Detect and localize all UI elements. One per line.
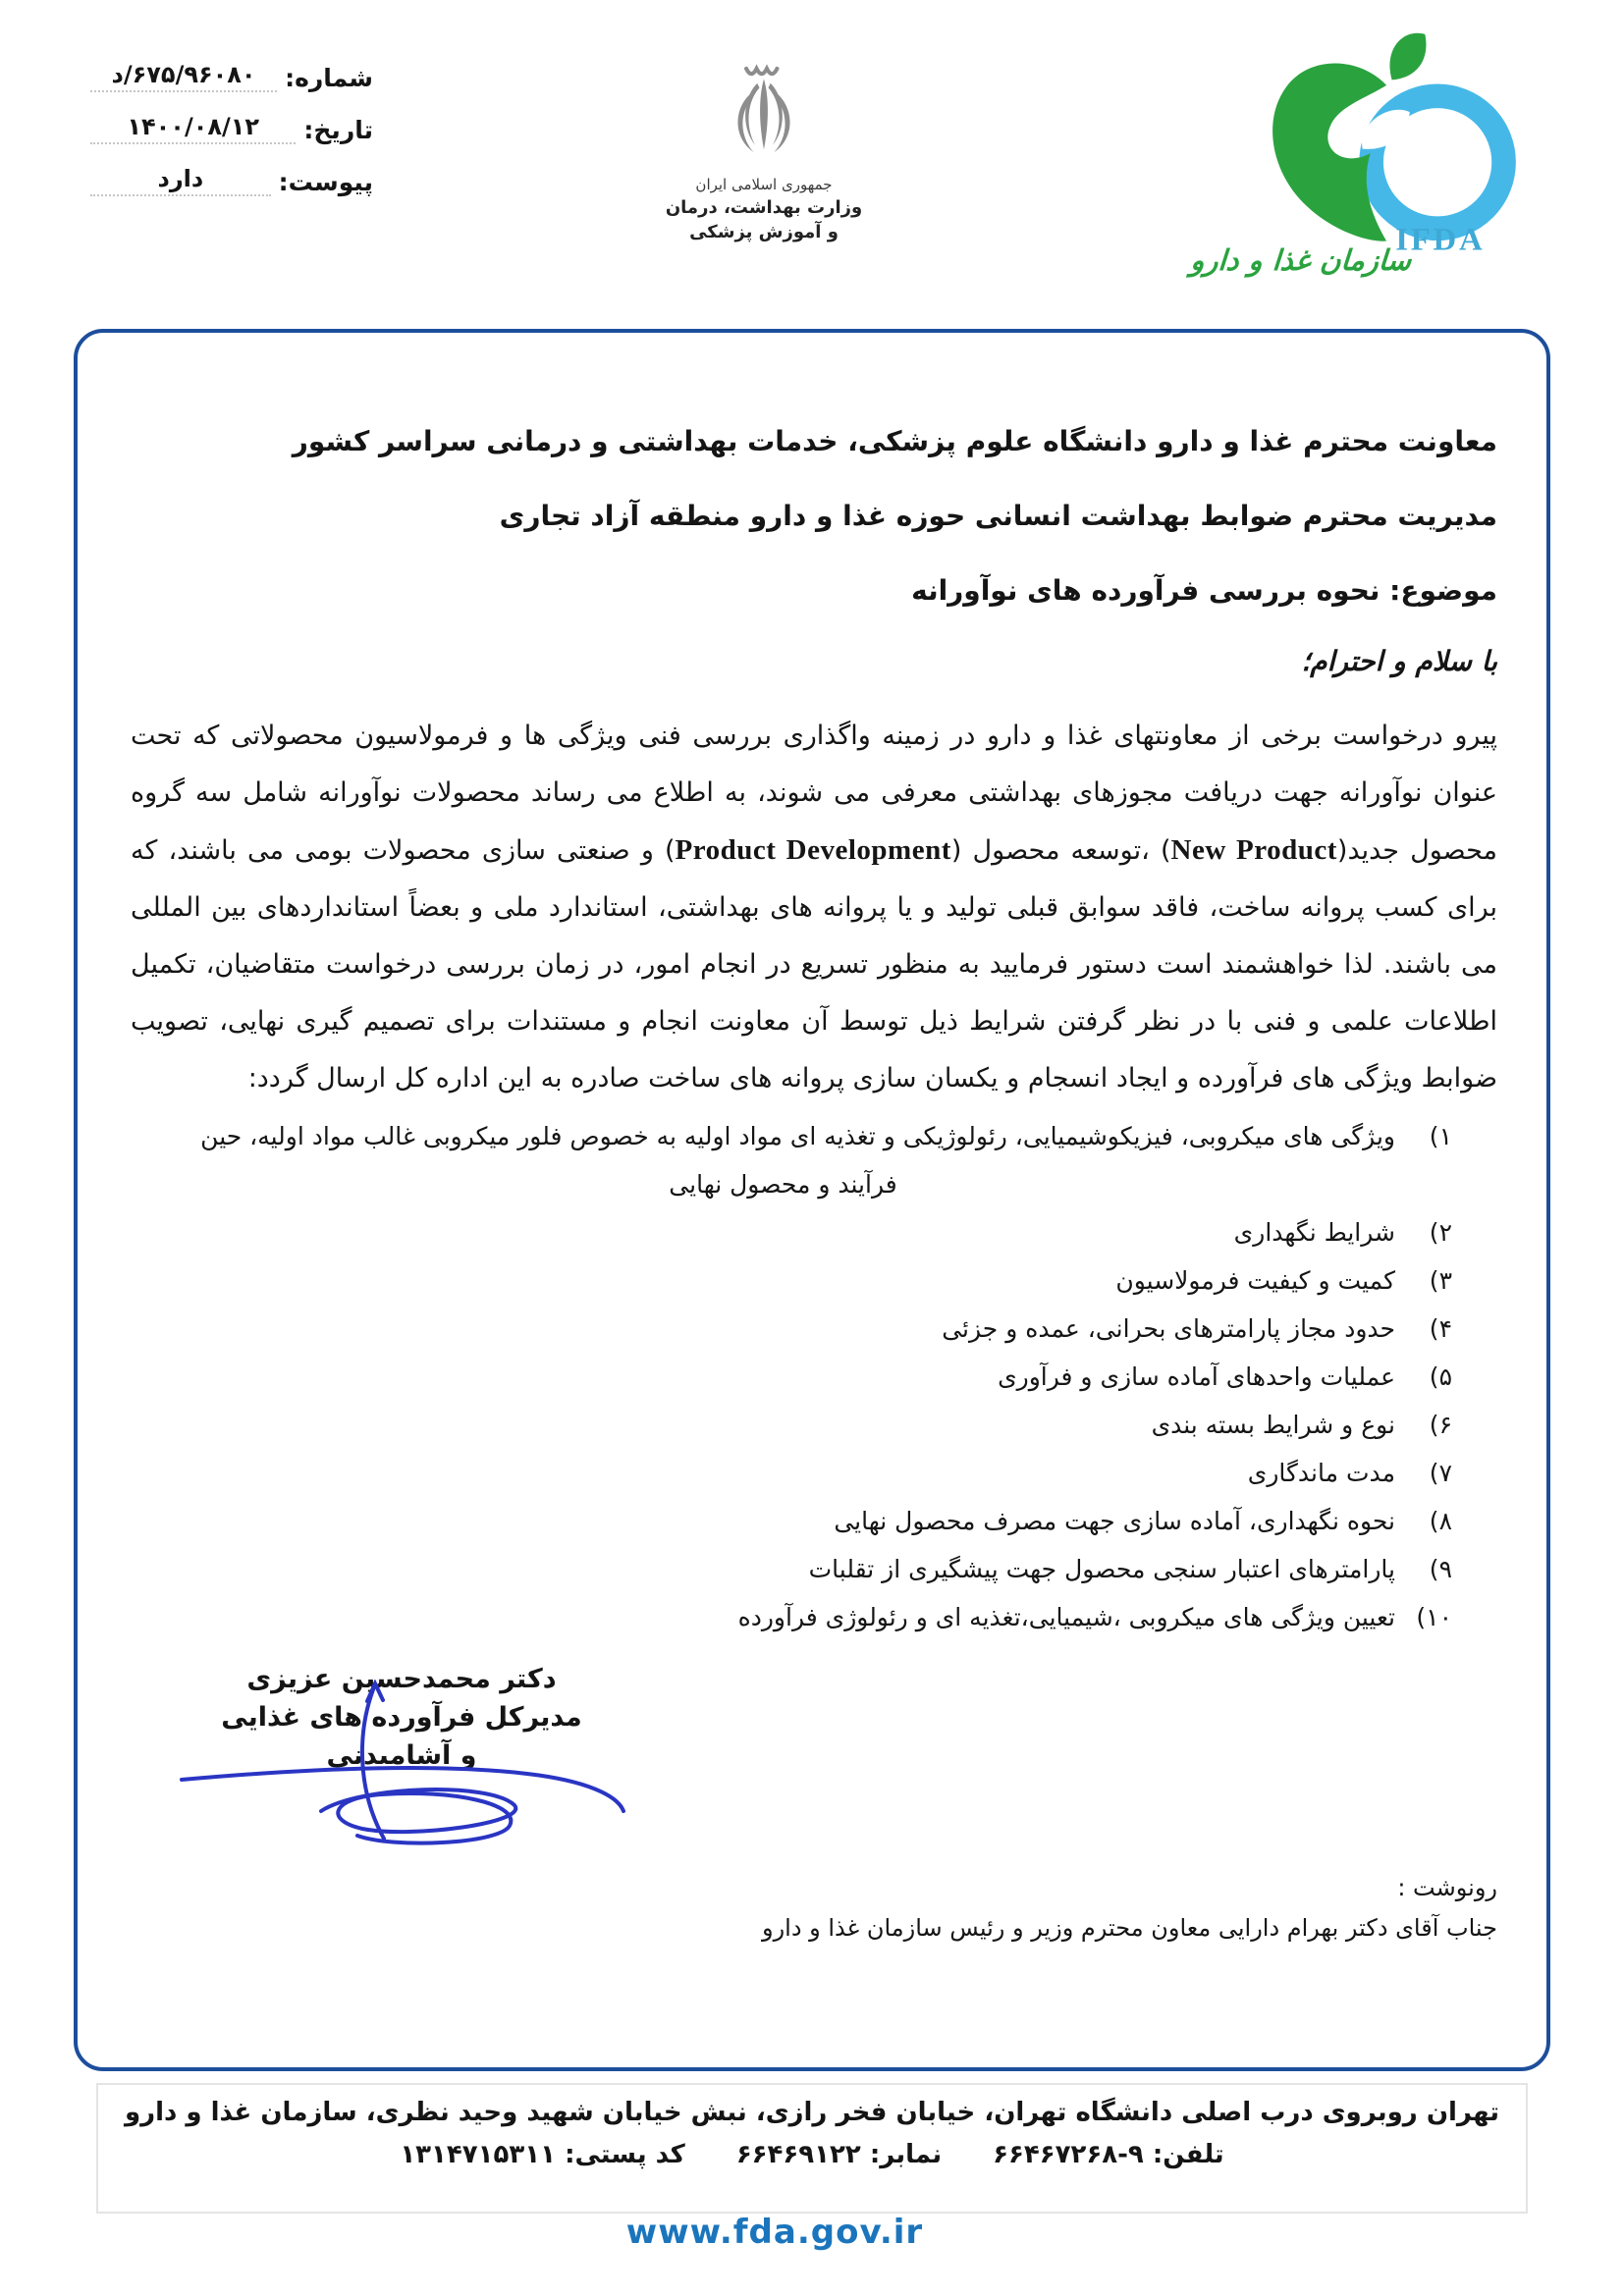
postal-label: کد پستی:	[565, 2140, 685, 2169]
list-item-text-line2: فرآیند و محصول نهایی	[669, 1170, 897, 1199]
postal-pair	[400, 2140, 685, 2169]
number-label: شماره:	[285, 64, 373, 92]
paragraph-part-3: ) و صنعتی سازی محصولات بومی می باشند، که برای کسب پروانه ساخت، فاقد سوابق قبلی تولید و یا پروانه های بهداشتی، استاندارد ملی و بعضاً استانداردهای بین المللی می باشند. لذا خواهشمند است دستور فرمایید به منظور تسریع در انجام امور، در زمان بررسی درخواست متقاضیان، تکمیل اطلاعات علمی و فنی با در نظر گرفتن شرایط ذیل توسط آن معاونت انجام و مستندات برای تصمیم گیری نهایی، تصویب ضوابط ویژگی های فرآورده و ایجاد انسجام و یکسان سازی پروانه های ساخت صادره به این اداره کل ارسال گردد:	[131, 835, 1497, 1094]
list-item-number: ۶)	[1429, 1411, 1452, 1439]
signer-name: دکتر محمدحسین عزیزی	[246, 1664, 557, 1694]
list-item	[171, 1497, 1452, 1545]
english-term-product-development: Product Development	[675, 834, 951, 866]
signer-title-line2: و آشامیدنی	[326, 1740, 477, 1771]
list-item-text: حدود مجاز پارامترهای بحرانی، عمده و جزئی	[942, 1314, 1395, 1343]
attachment-label: پیوست:	[278, 168, 373, 196]
letter-paragraph	[131, 708, 1497, 1107]
footer-box	[96, 2083, 1528, 2214]
postal-value: ۱۳۱۴۷۱۵۳۱۱	[400, 2140, 557, 2169]
list-item-text	[171, 1112, 1395, 1208]
government-header	[654, 57, 874, 244]
list-item	[171, 1401, 1452, 1449]
cc-block	[127, 1868, 1497, 1949]
phone-label: تلفن:	[1152, 2140, 1224, 2169]
signature-block	[203, 1660, 600, 1775]
reference-fields	[90, 55, 373, 211]
list-item-text: نوع و شرایط بسته بندی	[1151, 1411, 1395, 1439]
list-item-text-line1: ویژگی های میکروبی، فیزیکوشیمیایی، رئولوژیکی و تغذیه ای مواد اولیه به خصوص فلور میکروبی غالب مواد اولیه، حین	[200, 1122, 1395, 1150]
ministry-line-2: و آموزش پزشکی	[689, 222, 839, 243]
fax-label: نمابر:	[869, 2140, 943, 2169]
fax-value: ۶۶۴۶۹۱۲۲	[735, 2140, 861, 2169]
list-item-number: ۱)	[1429, 1122, 1452, 1150]
country-name: جمهوری اسلامی ایران	[695, 176, 833, 193]
requirements-list	[171, 1112, 1452, 1641]
list-item	[171, 1353, 1452, 1401]
letter-body-frame	[74, 329, 1550, 2071]
list-item	[171, 1208, 1452, 1256]
list-item	[171, 1593, 1452, 1641]
list-item	[171, 1545, 1452, 1593]
footer-contact-line	[98, 2140, 1526, 2169]
list-item-number: ۳)	[1429, 1266, 1452, 1295]
list-item-number: ۸)	[1429, 1507, 1452, 1535]
attachment-value: دارد	[90, 159, 271, 196]
salutation: با سلام و احترام؛	[1301, 645, 1497, 677]
cc-label: رونوشت :	[1397, 1874, 1497, 1901]
signer-title-line1: مدیرکل فرآورده های غذایی	[221, 1702, 582, 1733]
date-row	[90, 107, 373, 144]
list-item-text: شرایط نگهداری	[1233, 1218, 1395, 1247]
website-url: www.fda.gov.ir	[625, 2213, 924, 2252]
date-value: ۱۴۰۰/۰۸/۱۲	[90, 107, 296, 144]
list-item-text: عملیات واحدهای آماده سازی و فرآوری	[998, 1362, 1395, 1391]
number-value: ۶۷۵/۹۶۰۸۰/د	[90, 55, 277, 92]
ifda-logo	[1225, 29, 1530, 270]
list-item-number: ۵)	[1429, 1362, 1452, 1391]
paragraph-part-2: ) ،توسعه محصول (	[950, 835, 1171, 866]
date-label: تاریخ:	[303, 116, 373, 144]
phone-value: ۹-۶۶۴۶۷۲۶۸	[993, 2140, 1144, 2169]
list-item-text: تعیین ویژگی های میکروبی ،شیمیایی،تغذیه ای و رئولوژی فرآورده	[737, 1603, 1395, 1631]
list-item-number: ۹)	[1429, 1555, 1452, 1583]
list-item-number: ۱۰)	[1416, 1603, 1452, 1631]
list-item-text: کمیت و کیفیت فرمولاسیون	[1115, 1266, 1395, 1295]
english-term-new-product: New Product	[1170, 834, 1337, 866]
list-item	[171, 1449, 1452, 1497]
paragraph-part-1: پیرو درخواست برخی از معاونتهای غذا و دارو در زمینه واگذاری بررسی فنی ویژگی ها و فرمولاسیون محصولاتی که تحت عنوان نوآورانه جهت دریافت مجوزهای بهداشتی معرفی می شوند، به اطلاع می رساند محصولات نوآورانه شامل سه گروه محصول جدید(	[131, 721, 1497, 866]
list-item	[171, 1112, 1452, 1208]
fax-pair	[736, 2140, 942, 2169]
list-item	[171, 1256, 1452, 1305]
phone-pair	[993, 2140, 1224, 2169]
recipient-line-2: مدیریت محترم ضوابط بهداشت انسانی حوزه غذا و دارو منطقه آزاد تجاری	[499, 500, 1497, 532]
ifda-org-name: سازمان غذا و دارو	[1189, 243, 1413, 277]
ministry-line-1: وزارت بهداشت، درمان	[665, 197, 863, 218]
cc-line: جناب آقای دکتر بهرام دارایی معاون محترم وزیر و رئیس سازمان غذا و دارو	[761, 1914, 1497, 1942]
attachment-row	[90, 159, 373, 196]
subject-line: موضوع: نحوه بررسی فرآورده های نوآورانه	[911, 574, 1497, 607]
ministry-name	[654, 195, 874, 244]
list-item	[171, 1305, 1452, 1353]
list-item-number: ۷)	[1429, 1459, 1452, 1487]
list-item-text: نحوه نگهداری، آماده سازی جهت مصرف محصول نهایی	[834, 1507, 1395, 1535]
list-item-text: پارامترهای اعتبار سنجی محصول جهت پیشگیری از تقلبات	[808, 1555, 1395, 1583]
ifda-acronym: IFDA	[1395, 222, 1486, 258]
recipient-line-1: معاونت محترم غذا و دارو دانشگاه علوم پزشکی، خدمات بهداشتی و درمانی سراسر کشور	[292, 425, 1497, 457]
list-item-number: ۲)	[1429, 1218, 1452, 1247]
number-row	[90, 55, 373, 92]
list-item-number: ۴)	[1429, 1314, 1452, 1343]
list-item-text: مدت ماندگاری	[1247, 1459, 1395, 1487]
iran-national-emblem-icon	[719, 57, 809, 167]
footer-address: تهران روبروی درب اصلی دانشگاه تهران، خیابان فخر رازی، نبش خیابان شهید وحید نظری، سازمان غذا و دارو	[124, 2098, 1500, 2127]
